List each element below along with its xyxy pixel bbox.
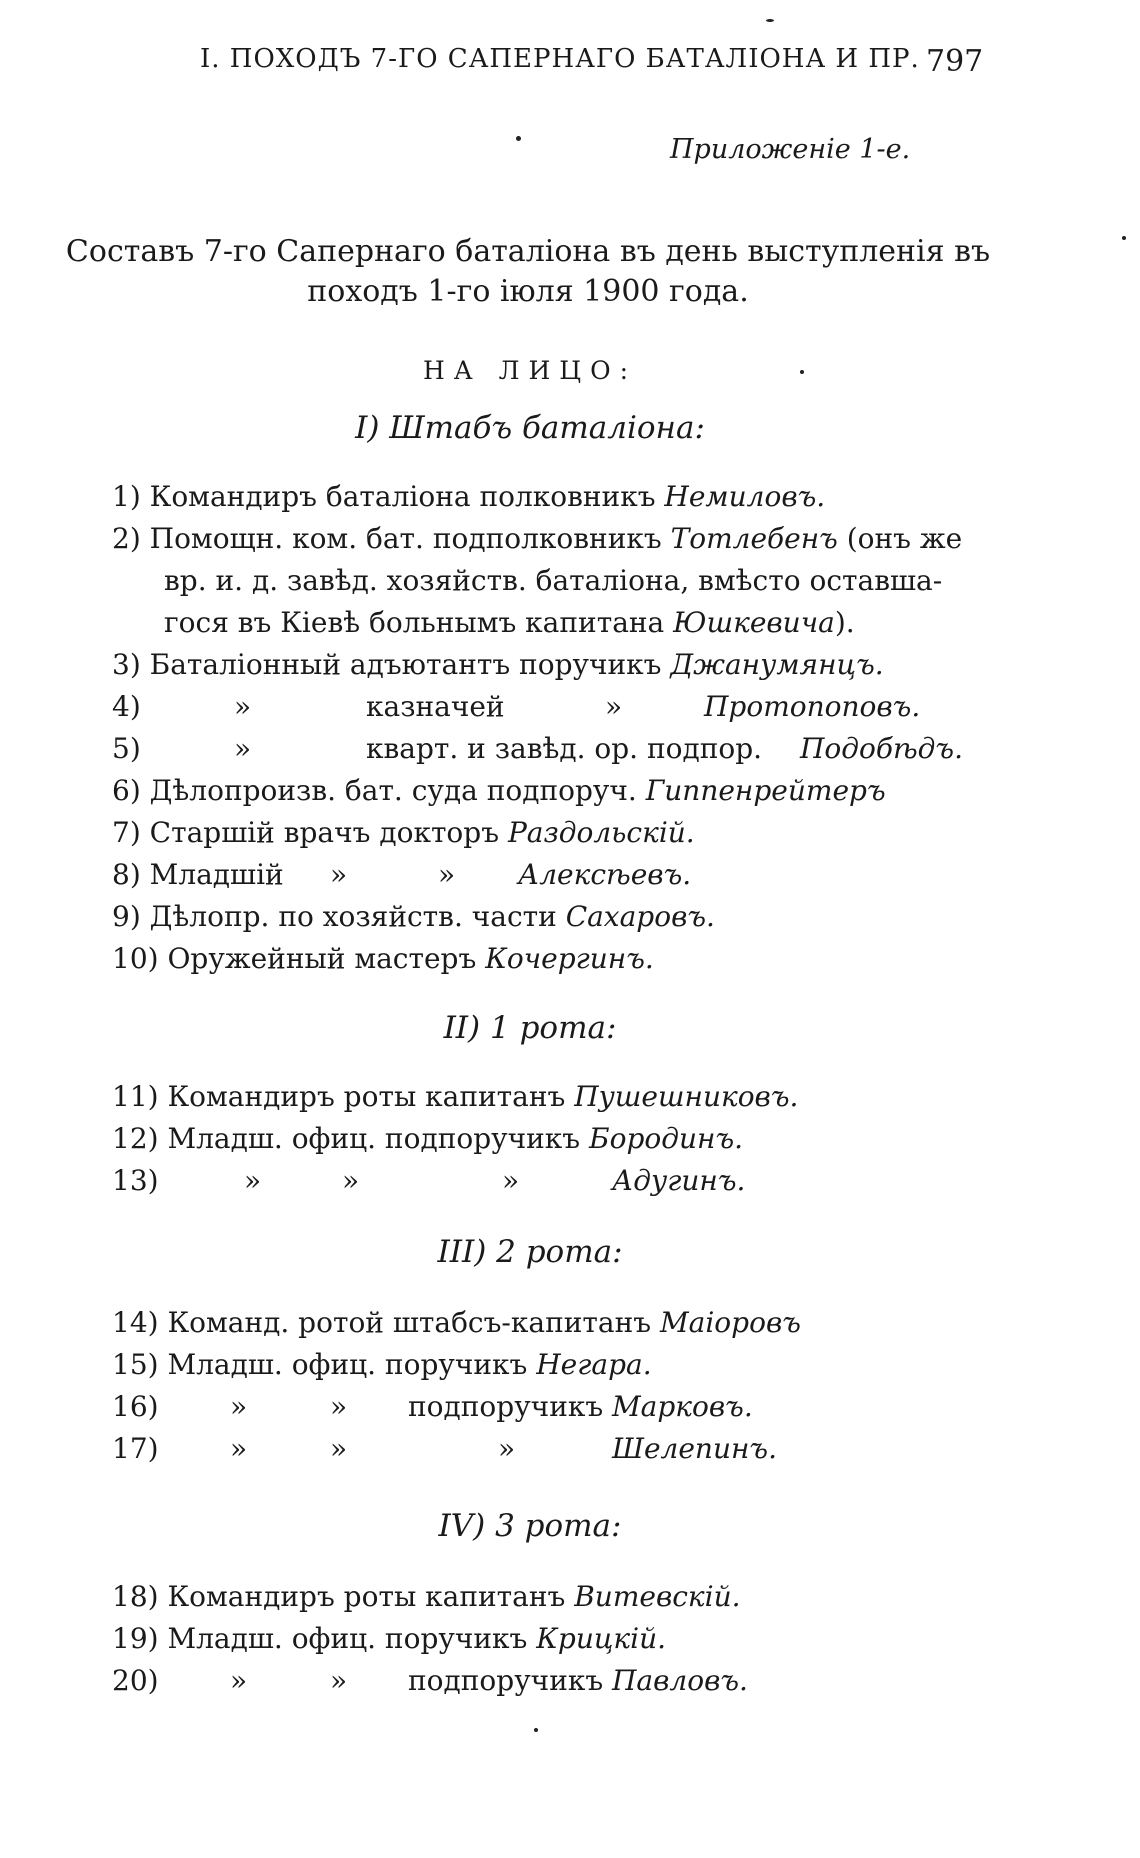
person-name: Алексѣевъ. xyxy=(518,858,692,891)
list-item xyxy=(112,770,992,812)
item-number: 20) xyxy=(112,1664,159,1697)
ditto-mark: » xyxy=(502,1164,520,1197)
ditto-mark: » xyxy=(342,1164,360,1197)
ditto-mark: » xyxy=(438,858,456,891)
ditto-mark: » xyxy=(234,732,252,765)
person-name: Шелепинъ. xyxy=(612,1432,777,1465)
item-text: подпоручикъ xyxy=(408,1390,604,1423)
ditto-mark: » xyxy=(230,1432,248,1465)
item-number: 5) xyxy=(112,732,141,765)
ditto-mark: » xyxy=(330,1664,348,1697)
item-text: казначей xyxy=(366,690,505,723)
person-name: Бородинъ. xyxy=(589,1122,744,1155)
list-item-continuation: вр. и. д. завѣд. хозяйств. баталіона, вмѣсто оставша- xyxy=(164,564,943,597)
item-text: Старшій врачъ докторъ xyxy=(149,816,500,849)
item-text: Дѣлопроизв. бат. суда подпоруч. xyxy=(149,774,637,807)
list-item xyxy=(112,1576,992,1618)
list-item xyxy=(112,1428,992,1470)
ditto-mark: » xyxy=(330,1390,348,1423)
person-name: Протопоповъ. xyxy=(704,690,921,723)
section-heading-company-3: IV) 3 рота: xyxy=(438,1508,622,1544)
title-line-1: Составъ 7-го Сапернаго баталіона въ день выступленія въ xyxy=(65,234,991,269)
person-name: Крицкій. xyxy=(536,1622,667,1655)
running-head: I. ПОХОДЪ 7-ГО САПЕРНАГО БАТАЛІОНА И ПР. xyxy=(200,44,920,74)
ditto-mark: » xyxy=(230,1664,248,1697)
page-number: 797 xyxy=(926,44,984,79)
item-number: 9) xyxy=(112,900,141,933)
person-name: Сахаровъ. xyxy=(565,900,715,933)
ditto-mark: » xyxy=(244,1164,262,1197)
list-item xyxy=(112,1118,992,1160)
item-text: Командиръ роты капитанъ xyxy=(167,1080,566,1113)
ditto-mark: » xyxy=(330,858,348,891)
item-number: 4) xyxy=(112,690,141,723)
person-name: Джанумянцъ. xyxy=(670,648,884,681)
list-item xyxy=(112,896,992,938)
item-number: 1) xyxy=(112,480,141,513)
item-number: 6) xyxy=(112,774,141,807)
list-item xyxy=(112,812,992,854)
list-item xyxy=(112,644,992,686)
person-name: Витевскій. xyxy=(574,1580,741,1613)
ditto-mark: » xyxy=(605,690,623,723)
person-name: Пушешниковъ. xyxy=(574,1080,799,1113)
item-text: ). xyxy=(834,606,855,639)
scan-speck xyxy=(534,1728,538,1732)
list-item xyxy=(112,476,992,518)
item-number: 7) xyxy=(112,816,141,849)
document-title xyxy=(58,232,998,312)
item-text: Команд. ротой штабсъ-капитанъ xyxy=(167,1306,652,1339)
item-number: 3) xyxy=(112,648,141,681)
item-text: Помощн. ком. бат. подполковникъ xyxy=(149,522,662,555)
item-number: 17) xyxy=(112,1432,159,1465)
on-hand-heading: НА ЛИЦО: xyxy=(422,356,638,385)
item-number: 2) xyxy=(112,522,141,555)
scan-speck xyxy=(1122,236,1126,240)
person-name: Тотлебенъ xyxy=(670,522,838,555)
item-number: 18) xyxy=(112,1580,159,1613)
person-name: Маіоровъ xyxy=(659,1306,801,1339)
item-text: Младш. офиц. поручикъ xyxy=(167,1348,528,1381)
scan-speck xyxy=(800,370,804,374)
person-name: Кочергинъ. xyxy=(485,942,654,975)
list-item xyxy=(112,1386,992,1428)
list-item xyxy=(112,686,992,728)
list-item xyxy=(112,1344,992,1386)
list-item xyxy=(112,938,992,980)
item-text: Младш. офиц. подпоручикъ xyxy=(167,1122,581,1155)
item-text: Баталіонный адъютантъ поручикъ xyxy=(149,648,662,681)
item-text: Оружейный мастеръ xyxy=(167,942,477,975)
appendix-label: Приложеніе 1-е. xyxy=(670,134,911,165)
list-item-continuation xyxy=(164,602,1004,644)
ditto-mark: » xyxy=(498,1432,516,1465)
section-heading-staff: I) Штабъ баталіона: xyxy=(355,410,705,446)
item-text: Командиръ роты капитанъ xyxy=(167,1580,566,1613)
item-number: 14) xyxy=(112,1306,159,1339)
list-item xyxy=(112,518,992,560)
list-item xyxy=(112,854,992,896)
person-name: Юшкевича xyxy=(673,606,835,639)
section-heading-company-1: II) 1 рота: xyxy=(443,1010,617,1046)
person-name: Павловъ. xyxy=(612,1664,748,1697)
item-number: 16) xyxy=(112,1390,159,1423)
ditto-mark: » xyxy=(234,690,252,723)
item-text: кварт. и завѣд. ор. подпор. xyxy=(366,732,763,765)
person-name: Немиловъ. xyxy=(664,480,826,513)
person-name: Гиппенрейтеръ xyxy=(645,774,886,807)
person-name: Адугинъ. xyxy=(612,1164,746,1197)
list-item xyxy=(112,1660,992,1702)
item-text: Младшій xyxy=(149,858,284,891)
item-number: 8) xyxy=(112,858,141,891)
item-text: Командиръ баталіона полковникъ xyxy=(149,480,656,513)
list-item xyxy=(112,1618,992,1660)
ditto-mark: » xyxy=(230,1390,248,1423)
list-item xyxy=(112,728,992,770)
item-number: 12) xyxy=(112,1122,159,1155)
list-item xyxy=(112,1160,992,1202)
scan-speck xyxy=(766,19,774,22)
item-text: гося въ Кіевѣ больнымъ капитана xyxy=(164,606,665,639)
person-name: Раздольскій. xyxy=(507,816,695,849)
item-text: Дѣлопр. по хозяйств. части xyxy=(149,900,557,933)
list-item xyxy=(112,1076,992,1118)
item-text: подпоручикъ xyxy=(408,1664,604,1697)
item-number: 13) xyxy=(112,1164,159,1197)
title-line-2: походъ 1-го іюля 1900 года. xyxy=(307,274,749,309)
person-name: Марковъ. xyxy=(612,1390,753,1423)
list-item xyxy=(112,1302,992,1344)
scan-speck xyxy=(516,136,521,141)
section-heading-company-2: III) 2 рота: xyxy=(437,1234,623,1270)
item-text: Младш. офиц. поручикъ xyxy=(167,1622,528,1655)
item-number: 19) xyxy=(112,1622,159,1655)
item-number: 15) xyxy=(112,1348,159,1381)
ditto-mark: » xyxy=(330,1432,348,1465)
item-number: 11) xyxy=(112,1080,159,1113)
person-name: Негара. xyxy=(536,1348,652,1381)
person-name: Подобѣдъ. xyxy=(800,732,963,765)
item-number: 10) xyxy=(112,942,159,975)
item-note: (онъ же xyxy=(846,522,963,555)
